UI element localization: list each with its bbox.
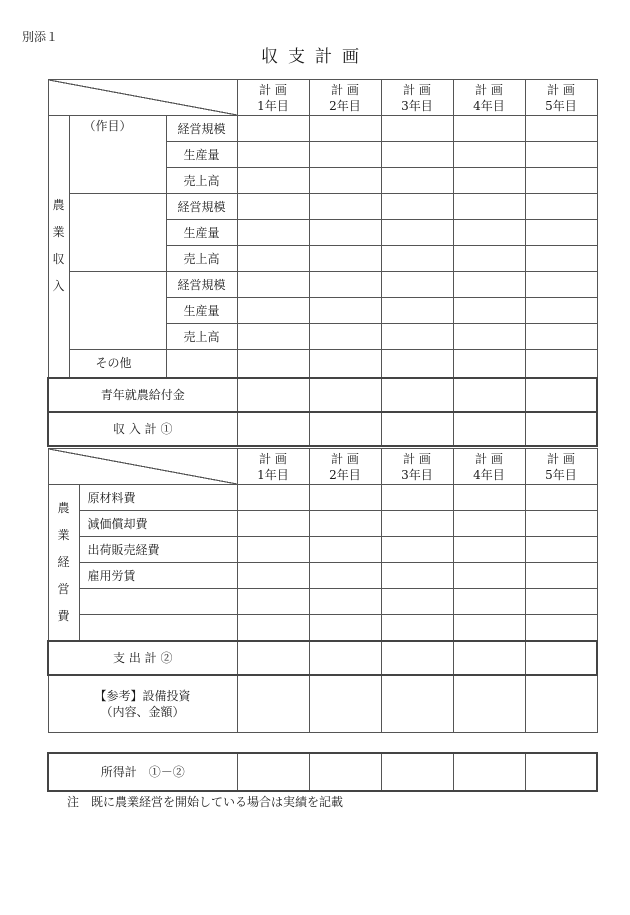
cell[interactable] — [453, 116, 525, 142]
cell[interactable] — [237, 116, 309, 142]
item-production: 生産量 — [166, 298, 237, 324]
cell[interactable] — [309, 537, 381, 563]
cell[interactable] — [525, 378, 597, 412]
expense-item: 出荷販売経費 — [79, 537, 237, 563]
cell[interactable] — [381, 220, 453, 246]
crop-label-2[interactable] — [69, 194, 166, 272]
item-scale: 経営規模 — [166, 272, 237, 298]
cell[interactable] — [309, 378, 381, 412]
cell[interactable] — [381, 511, 453, 537]
cell[interactable] — [237, 537, 309, 563]
cell[interactable] — [237, 511, 309, 537]
cell[interactable] — [237, 675, 309, 733]
cell[interactable] — [309, 246, 381, 272]
cell[interactable] — [525, 675, 597, 733]
cell[interactable] — [381, 324, 453, 350]
attachment-label: 別添１ — [22, 30, 59, 44]
cell[interactable] — [381, 641, 453, 675]
year-header-1: 計 画 1年目 — [237, 449, 309, 485]
cell[interactable] — [381, 563, 453, 589]
cell[interactable] — [309, 194, 381, 220]
item-sales: 売上高 — [166, 246, 237, 272]
other-label: その他 — [69, 350, 166, 378]
cell[interactable] — [309, 272, 381, 298]
subsidy-label: 青年就農給付金 — [48, 378, 237, 412]
year-header-4: 計 画 4年目 — [453, 80, 525, 116]
cell[interactable] — [237, 298, 309, 324]
cell[interactable] — [525, 324, 597, 350]
cell[interactable] — [453, 485, 525, 511]
cell[interactable] — [309, 298, 381, 324]
cell[interactable] — [453, 511, 525, 537]
header-diagonal-cell — [48, 449, 237, 485]
cell[interactable] — [237, 194, 309, 220]
cell[interactable] — [525, 168, 597, 194]
expense-item: 原材料費 — [79, 485, 237, 511]
cell[interactable] — [525, 511, 597, 537]
cell[interactable] — [237, 142, 309, 168]
cell[interactable] — [525, 485, 597, 511]
cell[interactable] — [381, 412, 453, 446]
cell[interactable] — [309, 675, 381, 733]
cell[interactable] — [381, 272, 453, 298]
cell[interactable] — [453, 220, 525, 246]
item-sales: 売上高 — [166, 168, 237, 194]
cell[interactable] — [237, 485, 309, 511]
cell[interactable] — [309, 753, 381, 791]
cell[interactable] — [453, 378, 525, 412]
cell[interactable] — [309, 116, 381, 142]
cell[interactable] — [381, 589, 453, 615]
cell[interactable] — [237, 378, 309, 412]
cell[interactable] — [237, 589, 309, 615]
cell[interactable] — [309, 168, 381, 194]
item-production: 生産量 — [166, 220, 237, 246]
cell[interactable] — [525, 220, 597, 246]
cell[interactable] — [381, 537, 453, 563]
cell[interactable] — [309, 350, 381, 378]
item-scale: 経営規模 — [166, 116, 237, 142]
net-income-table — [47, 752, 598, 792]
cell[interactable] — [381, 298, 453, 324]
cell[interactable] — [453, 142, 525, 168]
reference-capex-label: 【参考】設備投資 （内容、金額） — [48, 675, 237, 733]
year-header-2: 計 画 2年目 — [309, 449, 381, 485]
cell[interactable] — [453, 324, 525, 350]
item-scale: 経営規模 — [166, 194, 237, 220]
cell[interactable] — [309, 485, 381, 511]
cell[interactable] — [525, 589, 597, 615]
cell[interactable] — [525, 412, 597, 446]
crop-label-3[interactable] — [69, 272, 166, 350]
income-table — [47, 79, 598, 447]
cell[interactable] — [309, 142, 381, 168]
cell[interactable] — [381, 168, 453, 194]
cell[interactable] — [381, 142, 453, 168]
cell[interactable] — [453, 675, 525, 733]
cell[interactable] — [525, 116, 597, 142]
cell[interactable] — [453, 350, 525, 378]
cell[interactable] — [525, 272, 597, 298]
cell[interactable] — [309, 615, 381, 641]
cell[interactable] — [453, 168, 525, 194]
expense-item: 雇用労賃 — [79, 563, 237, 589]
year-header-5: 計 画 5年目 — [525, 80, 597, 116]
income-total-label: 収 入 計 ① — [48, 412, 237, 446]
expense-total-label: 支 出 計 ② — [48, 641, 237, 675]
year-header-4: 計 画 4年目 — [453, 449, 525, 485]
cell[interactable] — [525, 350, 597, 378]
cell[interactable] — [237, 324, 309, 350]
cell[interactable] — [453, 412, 525, 446]
cell[interactable] — [381, 615, 453, 641]
item-production: 生産量 — [166, 142, 237, 168]
cell[interactable] — [525, 537, 597, 563]
cell[interactable] — [237, 220, 309, 246]
cell[interactable] — [453, 589, 525, 615]
cell[interactable] — [237, 272, 309, 298]
expense-table — [47, 448, 598, 733]
cell[interactable] — [237, 350, 309, 378]
cell[interactable] — [381, 194, 453, 220]
cell[interactable] — [453, 615, 525, 641]
cell[interactable] — [381, 675, 453, 733]
cell[interactable] — [525, 641, 597, 675]
cell[interactable] — [525, 753, 597, 791]
cell[interactable] — [453, 641, 525, 675]
year-header-5: 計 画 5年目 — [525, 449, 597, 485]
cell[interactable] — [309, 589, 381, 615]
cell[interactable] — [525, 298, 597, 324]
cell[interactable] — [453, 537, 525, 563]
header-diagonal-cell — [48, 80, 237, 116]
cell[interactable] — [237, 246, 309, 272]
cell[interactable] — [237, 753, 309, 791]
net-income-label: 所得計 ①－② — [48, 753, 237, 791]
cell[interactable] — [453, 298, 525, 324]
expense-category-label: 農 業 経 営 費 — [48, 485, 79, 641]
expense-item[interactable] — [79, 615, 237, 641]
cell[interactable] — [453, 246, 525, 272]
year-header-2: 計 画 2年目 — [309, 80, 381, 116]
crop-label-1: （作目） — [69, 116, 166, 194]
item-sales: 売上高 — [166, 324, 237, 350]
expense-item: 減価償却費 — [79, 511, 237, 537]
cell[interactable] — [381, 378, 453, 412]
cell[interactable] — [381, 485, 453, 511]
year-header-3: 計 画 3年目 — [381, 449, 453, 485]
cell[interactable] — [453, 194, 525, 220]
cell[interactable] — [381, 350, 453, 378]
cell[interactable] — [525, 142, 597, 168]
cell[interactable] — [309, 412, 381, 446]
cell[interactable] — [237, 168, 309, 194]
cell[interactable] — [309, 220, 381, 246]
cell[interactable] — [237, 641, 309, 675]
cell[interactable] — [381, 753, 453, 791]
expense-item[interactable] — [79, 589, 237, 615]
page-title: 収支計画 — [261, 47, 369, 67]
cell[interactable] — [453, 563, 525, 589]
cell[interactable] — [309, 563, 381, 589]
cell[interactable] — [309, 511, 381, 537]
year-header-1: 計 画 1年目 — [237, 80, 309, 116]
cell[interactable] — [381, 116, 453, 142]
year-header-3: 計 画 3年目 — [381, 80, 453, 116]
cell[interactable] — [453, 272, 525, 298]
footnote: 注 既に農業経営を開始している場合は実績を記載 — [67, 795, 344, 809]
cell[interactable] — [237, 412, 309, 446]
cell[interactable] — [166, 350, 237, 378]
cell[interactable] — [309, 324, 381, 350]
cell[interactable] — [525, 246, 597, 272]
cell[interactable] — [309, 641, 381, 675]
cell[interactable] — [525, 194, 597, 220]
cell[interactable] — [453, 753, 525, 791]
cell[interactable] — [525, 615, 597, 641]
cell[interactable] — [381, 246, 453, 272]
cell[interactable] — [525, 563, 597, 589]
income-category-label: 農 業 収 入 — [48, 116, 69, 378]
cell[interactable] — [237, 615, 309, 641]
cell[interactable] — [237, 563, 309, 589]
